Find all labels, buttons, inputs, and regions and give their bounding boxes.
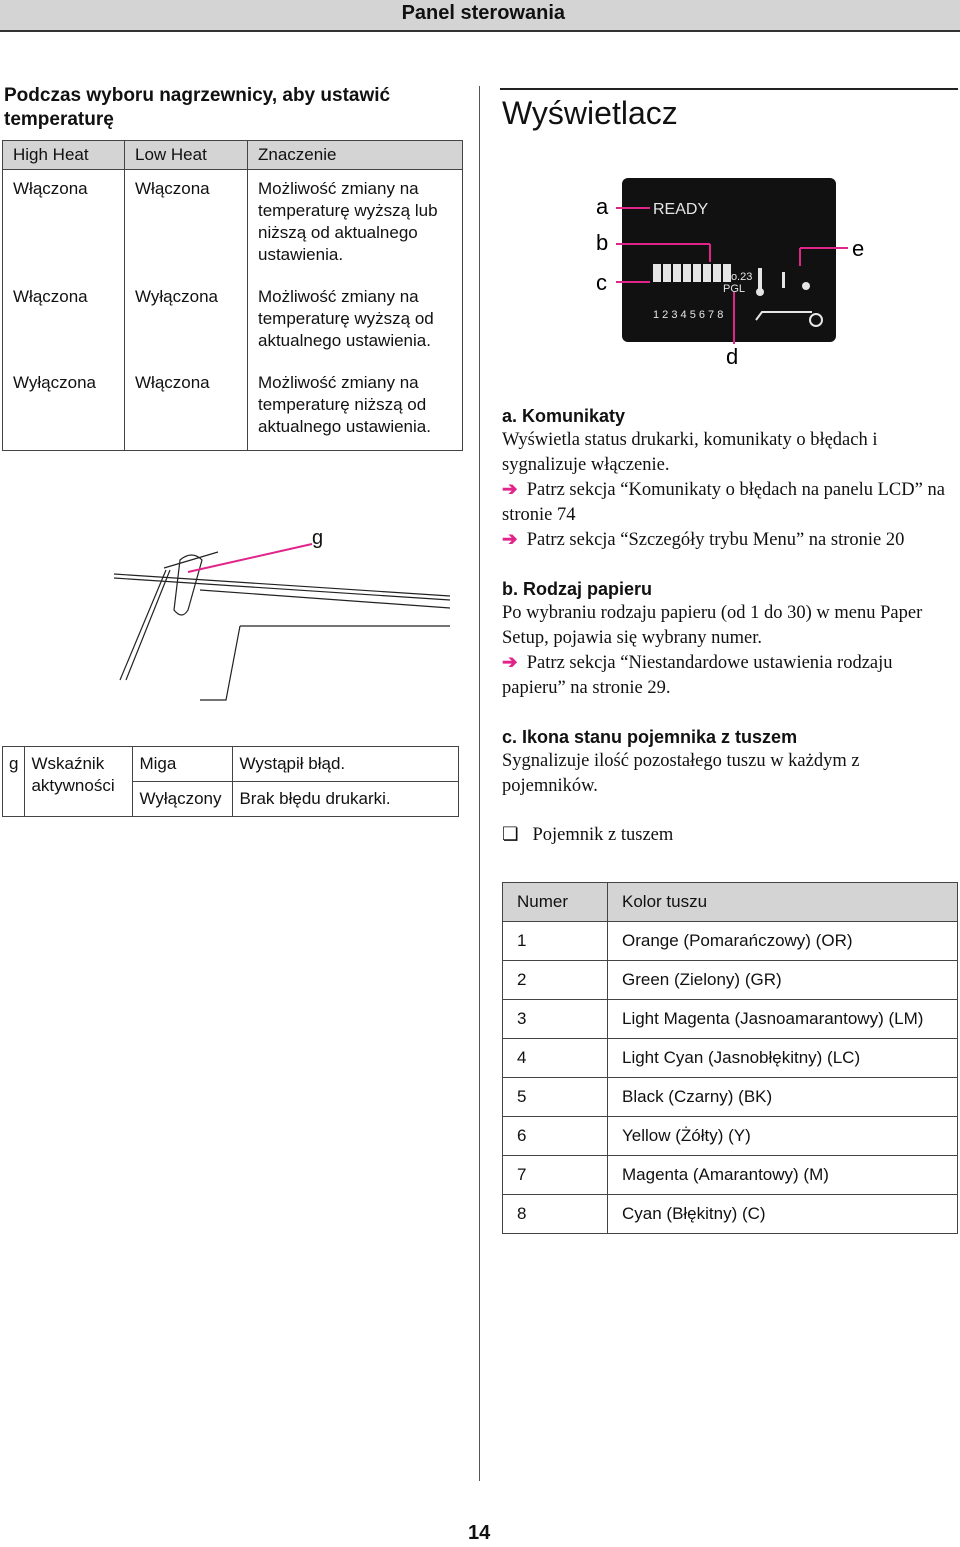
heat-heading: Podczas wyboru nagrzewnicy, aby ustawić temperaturę bbox=[4, 85, 391, 130]
lcd-ready-text: READY bbox=[653, 201, 709, 218]
table-cell: Możliwość zmiany na temperaturę wyższą od aktualnego ustawienia. bbox=[248, 278, 463, 364]
table-cell: Włączona bbox=[3, 278, 125, 364]
table-row bbox=[3, 278, 463, 364]
table-cell: Green (Zielony) (GR) bbox=[608, 961, 958, 1000]
table-row bbox=[503, 1195, 958, 1234]
ink-bar bbox=[663, 264, 671, 282]
table-cell: Możliwość zmiany na temperaturę niższą od aktualnego ustawienia. bbox=[248, 364, 463, 451]
arrow-icon: ➔ bbox=[502, 653, 518, 673]
ink-col-number: Numer bbox=[503, 883, 608, 922]
section-title: Wyświetlacz bbox=[502, 95, 678, 131]
ink-bar bbox=[713, 264, 721, 282]
ink-table-header bbox=[503, 883, 958, 922]
printer-figure bbox=[100, 520, 470, 720]
lcd-label-b: b bbox=[596, 230, 609, 255]
section-body: Po wybraniu rodzaju papieru (od 1 do 30) w menu Paper Setup, pojawia się wybrany numer. bbox=[502, 603, 923, 648]
bullet-text: Pojemnik z tuszem bbox=[532, 825, 674, 845]
cross-reference-link[interactable] bbox=[502, 478, 958, 528]
thermometer-bulb bbox=[756, 288, 764, 296]
table-cell: Miga bbox=[133, 747, 233, 782]
lcd-label-c: c bbox=[596, 270, 607, 295]
table-cell: Wyłączona bbox=[125, 278, 248, 364]
section-heading: c. Ikona stanu pojemnika z tuszem bbox=[502, 727, 798, 747]
page-number: 14 bbox=[468, 1522, 491, 1544]
table-row bbox=[503, 922, 958, 961]
section-ink-status bbox=[502, 725, 958, 848]
table-cell: Brak błędu drukarki. bbox=[233, 782, 459, 817]
indicator-name: Wskaźnik aktywności bbox=[25, 747, 133, 817]
table-cell: 4 bbox=[503, 1039, 608, 1078]
title-rule bbox=[500, 88, 958, 90]
table-row bbox=[3, 364, 463, 451]
heat-col-meaning: Znaczenie bbox=[248, 141, 463, 170]
table-cell: Możliwość zmiany na temperaturę wyższą lub niższą od aktualnego ustawienia. bbox=[248, 170, 463, 279]
printer-edge-line bbox=[200, 590, 450, 608]
lcd-label-e: e bbox=[852, 236, 865, 261]
ink-bar bbox=[683, 264, 691, 282]
section-body: Wyświetla status drukarki, komunikaty o błędach i sygnalizuje włączenie. bbox=[502, 430, 878, 475]
section-heading: b. Rodzaj papieru bbox=[502, 579, 653, 599]
table-cell: 2 bbox=[503, 961, 608, 1000]
table-cell: Yellow (Żółty) (Y) bbox=[608, 1117, 958, 1156]
heat-table-header bbox=[3, 141, 463, 170]
table-cell: 3 bbox=[503, 1000, 608, 1039]
lcd-no-text: No.23 bbox=[723, 271, 753, 283]
table-cell: Włączona bbox=[125, 364, 248, 451]
table-row bbox=[3, 170, 463, 279]
ink-table bbox=[502, 882, 958, 1234]
table-cell: Light Cyan (Jasnobłękitny) (LC) bbox=[608, 1039, 958, 1078]
table-row bbox=[503, 1117, 958, 1156]
link-text: Patrz sekcja “Szczegóły trybu Menu” na stronie 20 bbox=[526, 530, 905, 550]
thermometer-icon bbox=[758, 268, 762, 290]
ink-bar bbox=[653, 264, 661, 282]
link-text: Patrz sekcja “Niestandardowe ustawienia rodzaju papieru” na stronie 29. bbox=[502, 653, 893, 698]
table-row bbox=[503, 1156, 958, 1195]
heater-icon bbox=[782, 272, 785, 288]
section-messages bbox=[502, 404, 958, 553]
table-cell: Włączona bbox=[3, 170, 125, 279]
checkbox-bullet-icon: ❏ bbox=[502, 825, 519, 845]
table-cell: Black (Czarny) (BK) bbox=[608, 1078, 958, 1117]
table-row bbox=[503, 1000, 958, 1039]
lcd-diagram bbox=[580, 172, 880, 372]
ink-col-color: Kolor tuszu bbox=[608, 883, 958, 922]
table-row bbox=[503, 1078, 958, 1117]
table-cell: Wyłączona bbox=[3, 364, 125, 451]
header-title: Panel sterowania bbox=[401, 2, 565, 24]
table-row bbox=[3, 747, 459, 782]
cross-reference-link[interactable] bbox=[502, 528, 958, 553]
table-cell: 7 bbox=[503, 1156, 608, 1195]
printer-edge-line bbox=[126, 570, 170, 680]
table-cell: 1 bbox=[503, 922, 608, 961]
maintenance-icon bbox=[802, 282, 810, 290]
section-paper-type bbox=[502, 577, 958, 701]
table-cell: Włączona bbox=[125, 170, 248, 279]
heat-table bbox=[2, 140, 463, 451]
lcd-pgl-text: PGL bbox=[723, 283, 746, 295]
section-heading: a. Komunikaty bbox=[502, 406, 626, 426]
table-cell: Magenta (Amarantowy) (M) bbox=[608, 1156, 958, 1195]
figure-label-g: g bbox=[312, 527, 324, 549]
table-row bbox=[503, 1039, 958, 1078]
cross-reference-link[interactable] bbox=[502, 651, 958, 701]
table-row bbox=[503, 961, 958, 1000]
indicator-key: g bbox=[3, 747, 25, 817]
callout-line bbox=[188, 544, 312, 572]
indicator-table bbox=[2, 746, 459, 817]
heat-col-low: Low Heat bbox=[125, 141, 248, 170]
column-divider bbox=[479, 86, 480, 1481]
ink-bar bbox=[693, 264, 701, 282]
ink-bar bbox=[703, 264, 711, 282]
table-cell: Wyłączony bbox=[133, 782, 233, 817]
lcd-label-d: d bbox=[726, 344, 739, 369]
heat-col-high: High Heat bbox=[3, 141, 125, 170]
header-rule bbox=[0, 30, 960, 32]
arrow-icon: ➔ bbox=[502, 530, 518, 550]
table-cell: 6 bbox=[503, 1117, 608, 1156]
table-cell: Wystąpił błąd. bbox=[233, 747, 459, 782]
arrow-icon: ➔ bbox=[502, 480, 518, 500]
lcd-slots-text: 1 2 3 4 5 6 7 8 bbox=[653, 309, 724, 321]
printer-panel-outline bbox=[200, 626, 450, 700]
section-body: Sygnalizuje ilość pozostałego tuszu w każdym z pojemników. bbox=[502, 751, 860, 796]
table-cell: 8 bbox=[503, 1195, 608, 1234]
list-item bbox=[502, 823, 958, 848]
table-cell: Light Magenta (Jasnoamarantowy) (LM) bbox=[608, 1000, 958, 1039]
table-cell: 5 bbox=[503, 1078, 608, 1117]
table-cell: Cyan (Błękitny) (C) bbox=[608, 1195, 958, 1234]
table-cell: Orange (Pomarańczowy) (OR) bbox=[608, 922, 958, 961]
ink-bar bbox=[673, 264, 681, 282]
lcd-label-a: a bbox=[596, 194, 609, 219]
printer-edge-line bbox=[120, 570, 166, 680]
link-text: Patrz sekcja “Komunikaty o błędach na panelu LCD” na stronie 74 bbox=[502, 480, 945, 525]
printer-edge-line bbox=[114, 578, 450, 600]
